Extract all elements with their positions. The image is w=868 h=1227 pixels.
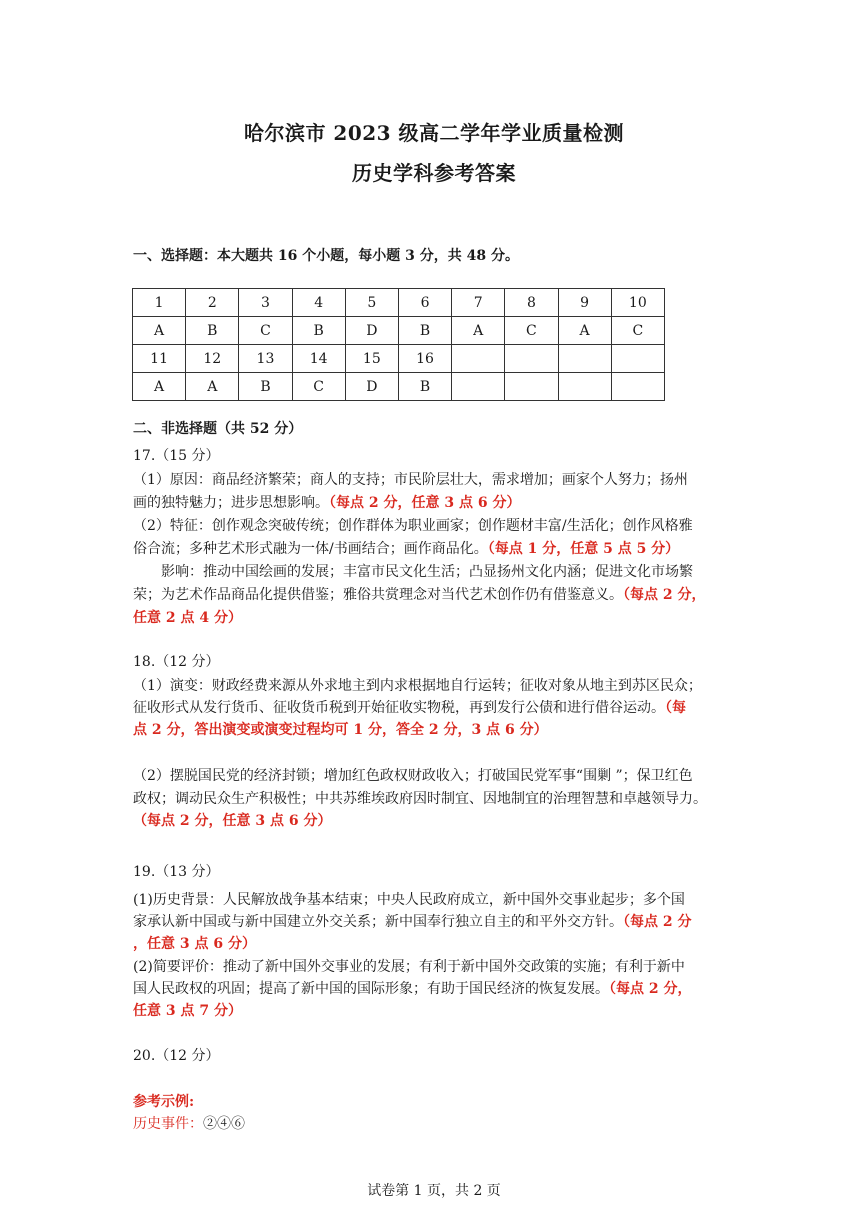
q18-header: 18.（12 分） xyxy=(133,654,220,670)
table-cell: A xyxy=(558,317,611,345)
q18-p1-score-b: 点 2 分，答出演变或演变过程均可 1 分，答全 2 分，3 点 6 分） xyxy=(133,722,548,738)
table-cell: A xyxy=(133,373,186,401)
q19-p1-score-a: （每点 2 分 xyxy=(623,914,692,930)
q17-p1-line1: （1）原因：商品经济繁荣；商人的支持；市民阶层壮大，需求增加；画家个人努力；扬州 xyxy=(133,472,688,488)
table-cell: 11 xyxy=(133,345,186,373)
table-cell: 7 xyxy=(452,289,505,317)
q19-p1-score-b: ，任意 3 点 6 分） xyxy=(133,936,256,952)
table-cell: C xyxy=(292,373,345,401)
table-cell: 16 xyxy=(398,345,451,373)
table-cell: C xyxy=(505,317,558,345)
section2-heading: 二、非选择题（共 52 分） xyxy=(133,421,303,437)
table-cell: 6 xyxy=(398,289,451,317)
q19-header: 19.（13 分） xyxy=(133,864,220,880)
q18-p1-line1: （1）演变：财政经费来源从外求地主到内求根据地自行运转；征收对象从地主到苏区民众； xyxy=(133,678,702,694)
q17-p3-score-a: （每点 2 分， xyxy=(623,587,706,603)
table-row-numbers xyxy=(133,289,665,317)
table-cell: 4 xyxy=(292,289,345,317)
table-cell: 10 xyxy=(611,289,664,317)
q20-events-label: 历史事件： xyxy=(133,1116,203,1132)
table-cell: B xyxy=(186,317,239,345)
q19-p2-line2 xyxy=(133,979,692,999)
table-cell: 5 xyxy=(345,289,398,317)
q18-p2-score: （每点 2 分，任意 3 点 6 分） xyxy=(133,813,332,829)
document-subtitle: 历史学科参考答案 xyxy=(352,161,516,185)
q19-p1-line2 xyxy=(133,912,692,932)
table-cell: 12 xyxy=(186,345,239,373)
q19-p2-score-b: 任意 3 点 7 分） xyxy=(133,1003,242,1019)
table-cell: 1 xyxy=(133,289,186,317)
section1-heading: 一、选择题：本大题共 16 个小题，每小题 3 分，共 48 分。 xyxy=(133,248,519,264)
q17-p2-text: 俗合流；多种艺术形式融为一体/书画结合；画作商品化。 xyxy=(133,541,488,557)
q17-p1-text: 画的独特魅力；进步思想影响。 xyxy=(133,495,329,511)
q17-p1-score: （每点 2 分，任意 3 点 6 分） xyxy=(329,495,521,511)
q20-example-label: 参考示例: xyxy=(133,1094,195,1110)
table-cell xyxy=(452,345,505,373)
table-cell: D xyxy=(345,317,398,345)
q17-p3-line1: 影响：推动中国绘画的发展；丰富市民文化生活；凸显扬州文化内涵；促进文化市场繁 xyxy=(161,564,693,580)
q19-p2-text: 国人民政权的巩固；提高了新中国的国际形象；有助于国民经济的恢复发展。 xyxy=(133,981,609,997)
q17-p3-score-b: 任意 2 点 4 分） xyxy=(133,610,242,626)
q20-events-value: ②④⑥ xyxy=(203,1116,245,1132)
q18-p2-line2: 政权；调动民众生产积极性；中共苏维埃政府因时制宜、因地制宜的治理智慧和卓越领导力。 xyxy=(133,791,707,807)
table-cell xyxy=(505,373,558,401)
q17-p1-line2 xyxy=(133,493,520,513)
q19-p1-line1: (1)历史背景：人民解放战争基本结束；中央人民政府成立，新中国外交事业起步；多个国 xyxy=(133,892,685,908)
table-cell xyxy=(611,373,664,401)
table-row-answers xyxy=(133,317,665,345)
q18-p1-text: 征收形式从发行货币、征收货币税到开始征收实物税，再到发行公债和进行借谷运动。 xyxy=(133,700,665,716)
q17-p2-line2 xyxy=(133,539,679,559)
table-cell xyxy=(611,345,664,373)
table-cell: 9 xyxy=(558,289,611,317)
q17-p3-text: 荣；为艺术作品商品化提供借鉴；雅俗共赏理念对当代艺术创作仍有借鉴意义。 xyxy=(133,587,623,603)
q17-p2-score: （每点 1 分，任意 5 点 5 分） xyxy=(487,541,680,557)
q19-p1-text: 家承认新中国或与新中国建立外交关系；新中国奉行独立自主的和平外交方针。 xyxy=(133,914,623,930)
table-cell: 13 xyxy=(239,345,292,373)
table-row-numbers xyxy=(133,345,665,373)
table-cell: B xyxy=(398,317,451,345)
table-cell: C xyxy=(611,317,664,345)
table-cell: C xyxy=(239,317,292,345)
table-cell: B xyxy=(239,373,292,401)
q19-p2-score-a: （每点 2 分， xyxy=(609,981,692,997)
table-cell: 15 xyxy=(345,345,398,373)
table-cell: B xyxy=(398,373,451,401)
table-cell: 3 xyxy=(239,289,292,317)
table-cell: 8 xyxy=(505,289,558,317)
q18-p1-line2 xyxy=(133,698,686,718)
table-cell: D xyxy=(345,373,398,401)
q18-p2-line1: （2）摆脱国民党的经济封锁；增加红色政权财政收入；打破国民党军事“围剿 ”；保卫红色 xyxy=(133,768,693,784)
q20-events-line xyxy=(133,1114,245,1134)
answer-table xyxy=(132,288,665,401)
table-cell: A xyxy=(452,317,505,345)
table-cell xyxy=(505,345,558,373)
document-title: 哈尔滨市 2023 级高二学年学业质量检测 xyxy=(243,121,625,145)
table-cell: A xyxy=(133,317,186,345)
table-cell xyxy=(558,345,611,373)
q20-header: 20.（12 分） xyxy=(133,1048,220,1064)
table-row-answers xyxy=(133,373,665,401)
q17-p2-line1: （2）特征：创作观念突破传统；创作群体为职业画家；创作题材丰富/生活化；创作风格雅 xyxy=(133,518,693,534)
q17-header: 17.（15 分） xyxy=(133,448,220,464)
table-cell xyxy=(558,373,611,401)
table-cell: 2 xyxy=(186,289,239,317)
q19-p2-line1: (2)简要评价：推动了新中国外交事业的发展；有利于新中国外交政策的实施；有利于新中 xyxy=(133,959,685,975)
table-cell: B xyxy=(292,317,345,345)
q17-p3-line2 xyxy=(133,585,706,605)
table-cell: 14 xyxy=(292,345,345,373)
page-footer: 试卷第 1 页，共 2 页 xyxy=(367,1183,501,1199)
q18-p1-score-a: （每 xyxy=(665,700,686,716)
table-cell: A xyxy=(186,373,239,401)
table-cell xyxy=(452,373,505,401)
